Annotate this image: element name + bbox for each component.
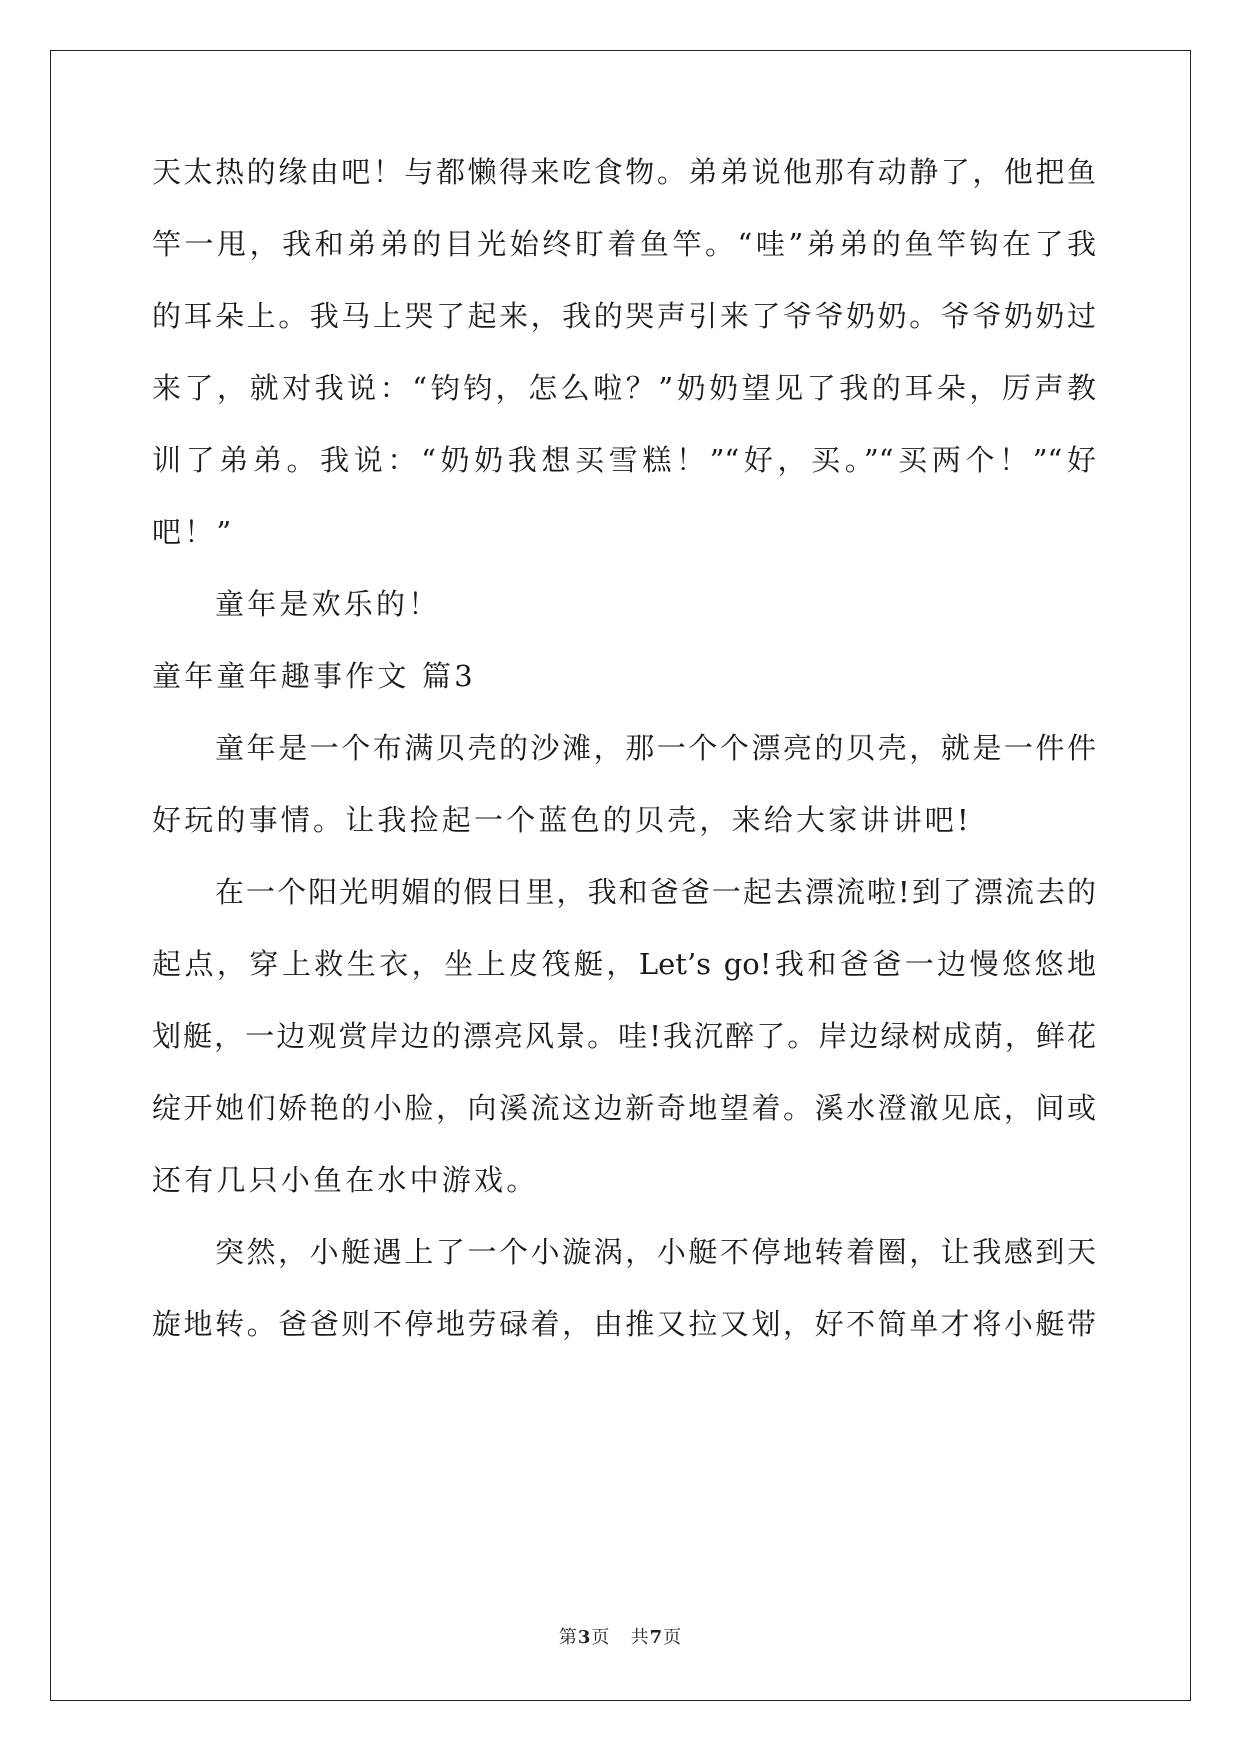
page-footer bbox=[0, 1626, 1241, 1650]
text-line: 吧！” bbox=[152, 515, 235, 549]
paragraph-line: 童年是欢乐的！ bbox=[215, 587, 441, 621]
paragraph-line: 突然，小艇遇上了一个小漩涡，小艇不停地转着圈，让我感到天 bbox=[215, 1235, 1096, 1269]
text-line: 竿一甩，我和弟弟的目光始终盯着鱼竿。“哇”弟弟的鱼竿钩在了我 bbox=[152, 227, 1096, 261]
paragraph-line: 在一个阳光明媚的假日里，我和爸爸一起去漂流啦!到了漂流去的 bbox=[215, 875, 1096, 909]
text-line: 训了弟弟。我说：“奶奶我想买雪糕！”“好，买。”“买两个！”“好 bbox=[152, 443, 1096, 477]
text-line: 好玩的事情。让我捡起一个蓝色的贝壳，来给大家讲讲吧! bbox=[152, 803, 972, 837]
text-line: 来了，就对我说：“钧钧，怎么啦？”奶奶望见了我的耳朵，厉声教 bbox=[152, 371, 1096, 405]
text-line: 的耳朵上。我马上哭了起来，我的哭声引来了爷爷奶奶。爷爷奶奶过 bbox=[152, 299, 1096, 333]
paragraph-line: 童年是一个布满贝壳的沙滩，那一个个漂亮的贝壳，就是一件件 bbox=[215, 731, 1096, 765]
text-line: 起点，穿上救生衣，坐上皮筏艇，Let’s go!我和爸爸一边慢悠悠地 bbox=[152, 947, 1096, 981]
total-prefix: 共 bbox=[630, 1627, 650, 1648]
current-page-number: 3 bbox=[577, 1627, 592, 1648]
page-prefix: 第 bbox=[558, 1627, 578, 1648]
text-line: 还有几只小鱼在水中游戏。 bbox=[152, 1163, 539, 1197]
text-line: 天太热的缘由吧！与都懒得来吃食物。弟弟说他那有动静了，他把鱼 bbox=[152, 155, 1096, 189]
text-line: 旋地转。爸爸则不停地劳碌着，由推又拉又划，好不简单才将小艇带 bbox=[152, 1307, 1096, 1341]
text-line: 划艇，一边观赏岸边的漂亮风景。哇!我沉醉了。岸边绿树成荫，鲜花 bbox=[152, 1019, 1096, 1053]
total-suffix: 页 bbox=[663, 1627, 683, 1648]
total-pages-number: 7 bbox=[649, 1627, 664, 1648]
text-line: 绽开她们娇艳的小脸，向溪流这边新奇地望着。溪水澄澈见底，间或 bbox=[152, 1091, 1096, 1125]
page-suffix: 页 bbox=[591, 1627, 611, 1648]
section-heading: 童年童年趣事作文 篇3 bbox=[152, 659, 476, 693]
